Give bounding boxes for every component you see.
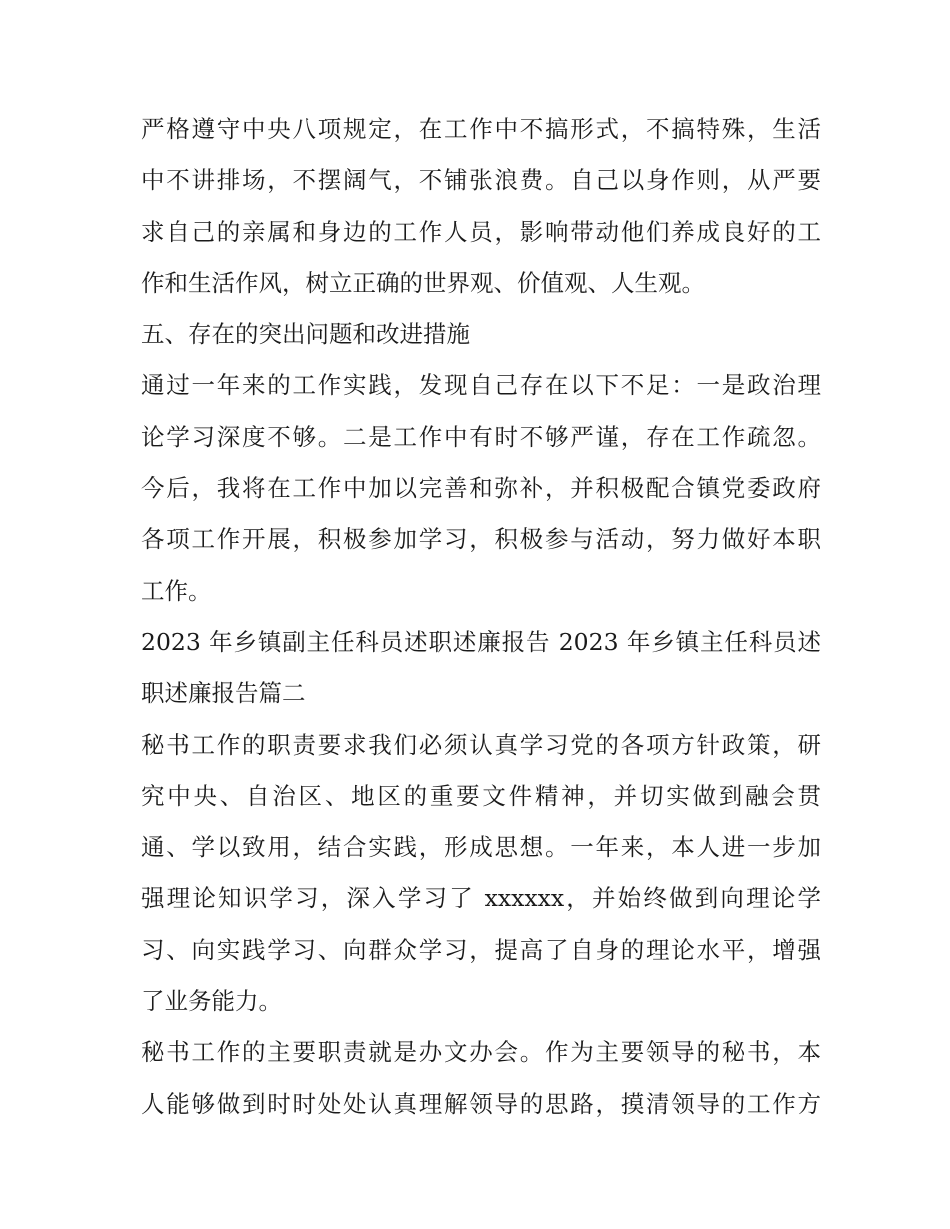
paragraph-line: 中不讲排场，不摆阔气，不铺张浪费。自己以身作则，从严要: [141, 166, 821, 195]
paragraph-line: 今后，我将在工作中加以完善和弥补，并积极配合镇党委政府: [141, 474, 821, 503]
paragraph-line: 求自己的亲属和身边的工作人员，影响带动他们养成良好的工: [141, 217, 821, 246]
paragraph-line: 作和生活作风，树立正确的世界观、价值观、人生观。: [141, 268, 705, 297]
paragraph-line: 究中央、自治区、地区的重要文件精神，并切实做到融会贯: [141, 781, 821, 810]
document-body: [141, 104, 821, 1130]
paragraph-line: 秘书工作的职责要求我们必须认真学习党的各项方针政策，研: [141, 730, 821, 759]
paragraph-line: 论学习深度不够。二是工作中有时不够严谨，存在工作疏忽。: [141, 422, 821, 451]
article-title-line: 2023 年乡镇副主任科员述职述廉报告 2023 年乡镇主任科员述: [141, 627, 821, 656]
paragraph-line: 通、学以致用，结合实践，形成思想。一年来，本人进一步加: [141, 833, 821, 862]
section-heading: 五、存在的突出问题和改进措施: [141, 320, 470, 349]
paragraph-line: 工作。: [141, 576, 212, 605]
paragraph-line: 各项工作开展，积极参加学习，积极参与活动，努力做好本职: [141, 525, 821, 554]
paragraph-line: 秘书工作的主要职责就是办文办会。作为主要领导的秘书，本: [141, 1038, 821, 1067]
paragraph-line: 了业务能力。: [141, 987, 282, 1016]
paragraph-line: 严格遵守中央八项规定，在工作中不搞形式，不搞特殊，生活: [141, 115, 821, 143]
paragraph-line: 通过一年来的工作实践，发现自己存在以下不足：一是政治理: [141, 371, 821, 400]
paragraph-line: 习、向实践学习、向群众学习，提高了自身的理论水平，增强: [141, 935, 821, 964]
paragraph-line: 强理论知识学习，深入学习了 xxxxxx，并始终做到向理论学: [141, 884, 821, 913]
article-title-line: 职述廉报告篇二: [141, 679, 306, 708]
paragraph-line: 人能够做到时时处处认真理解领导的思路，摸清领导的工作方: [141, 1089, 821, 1118]
